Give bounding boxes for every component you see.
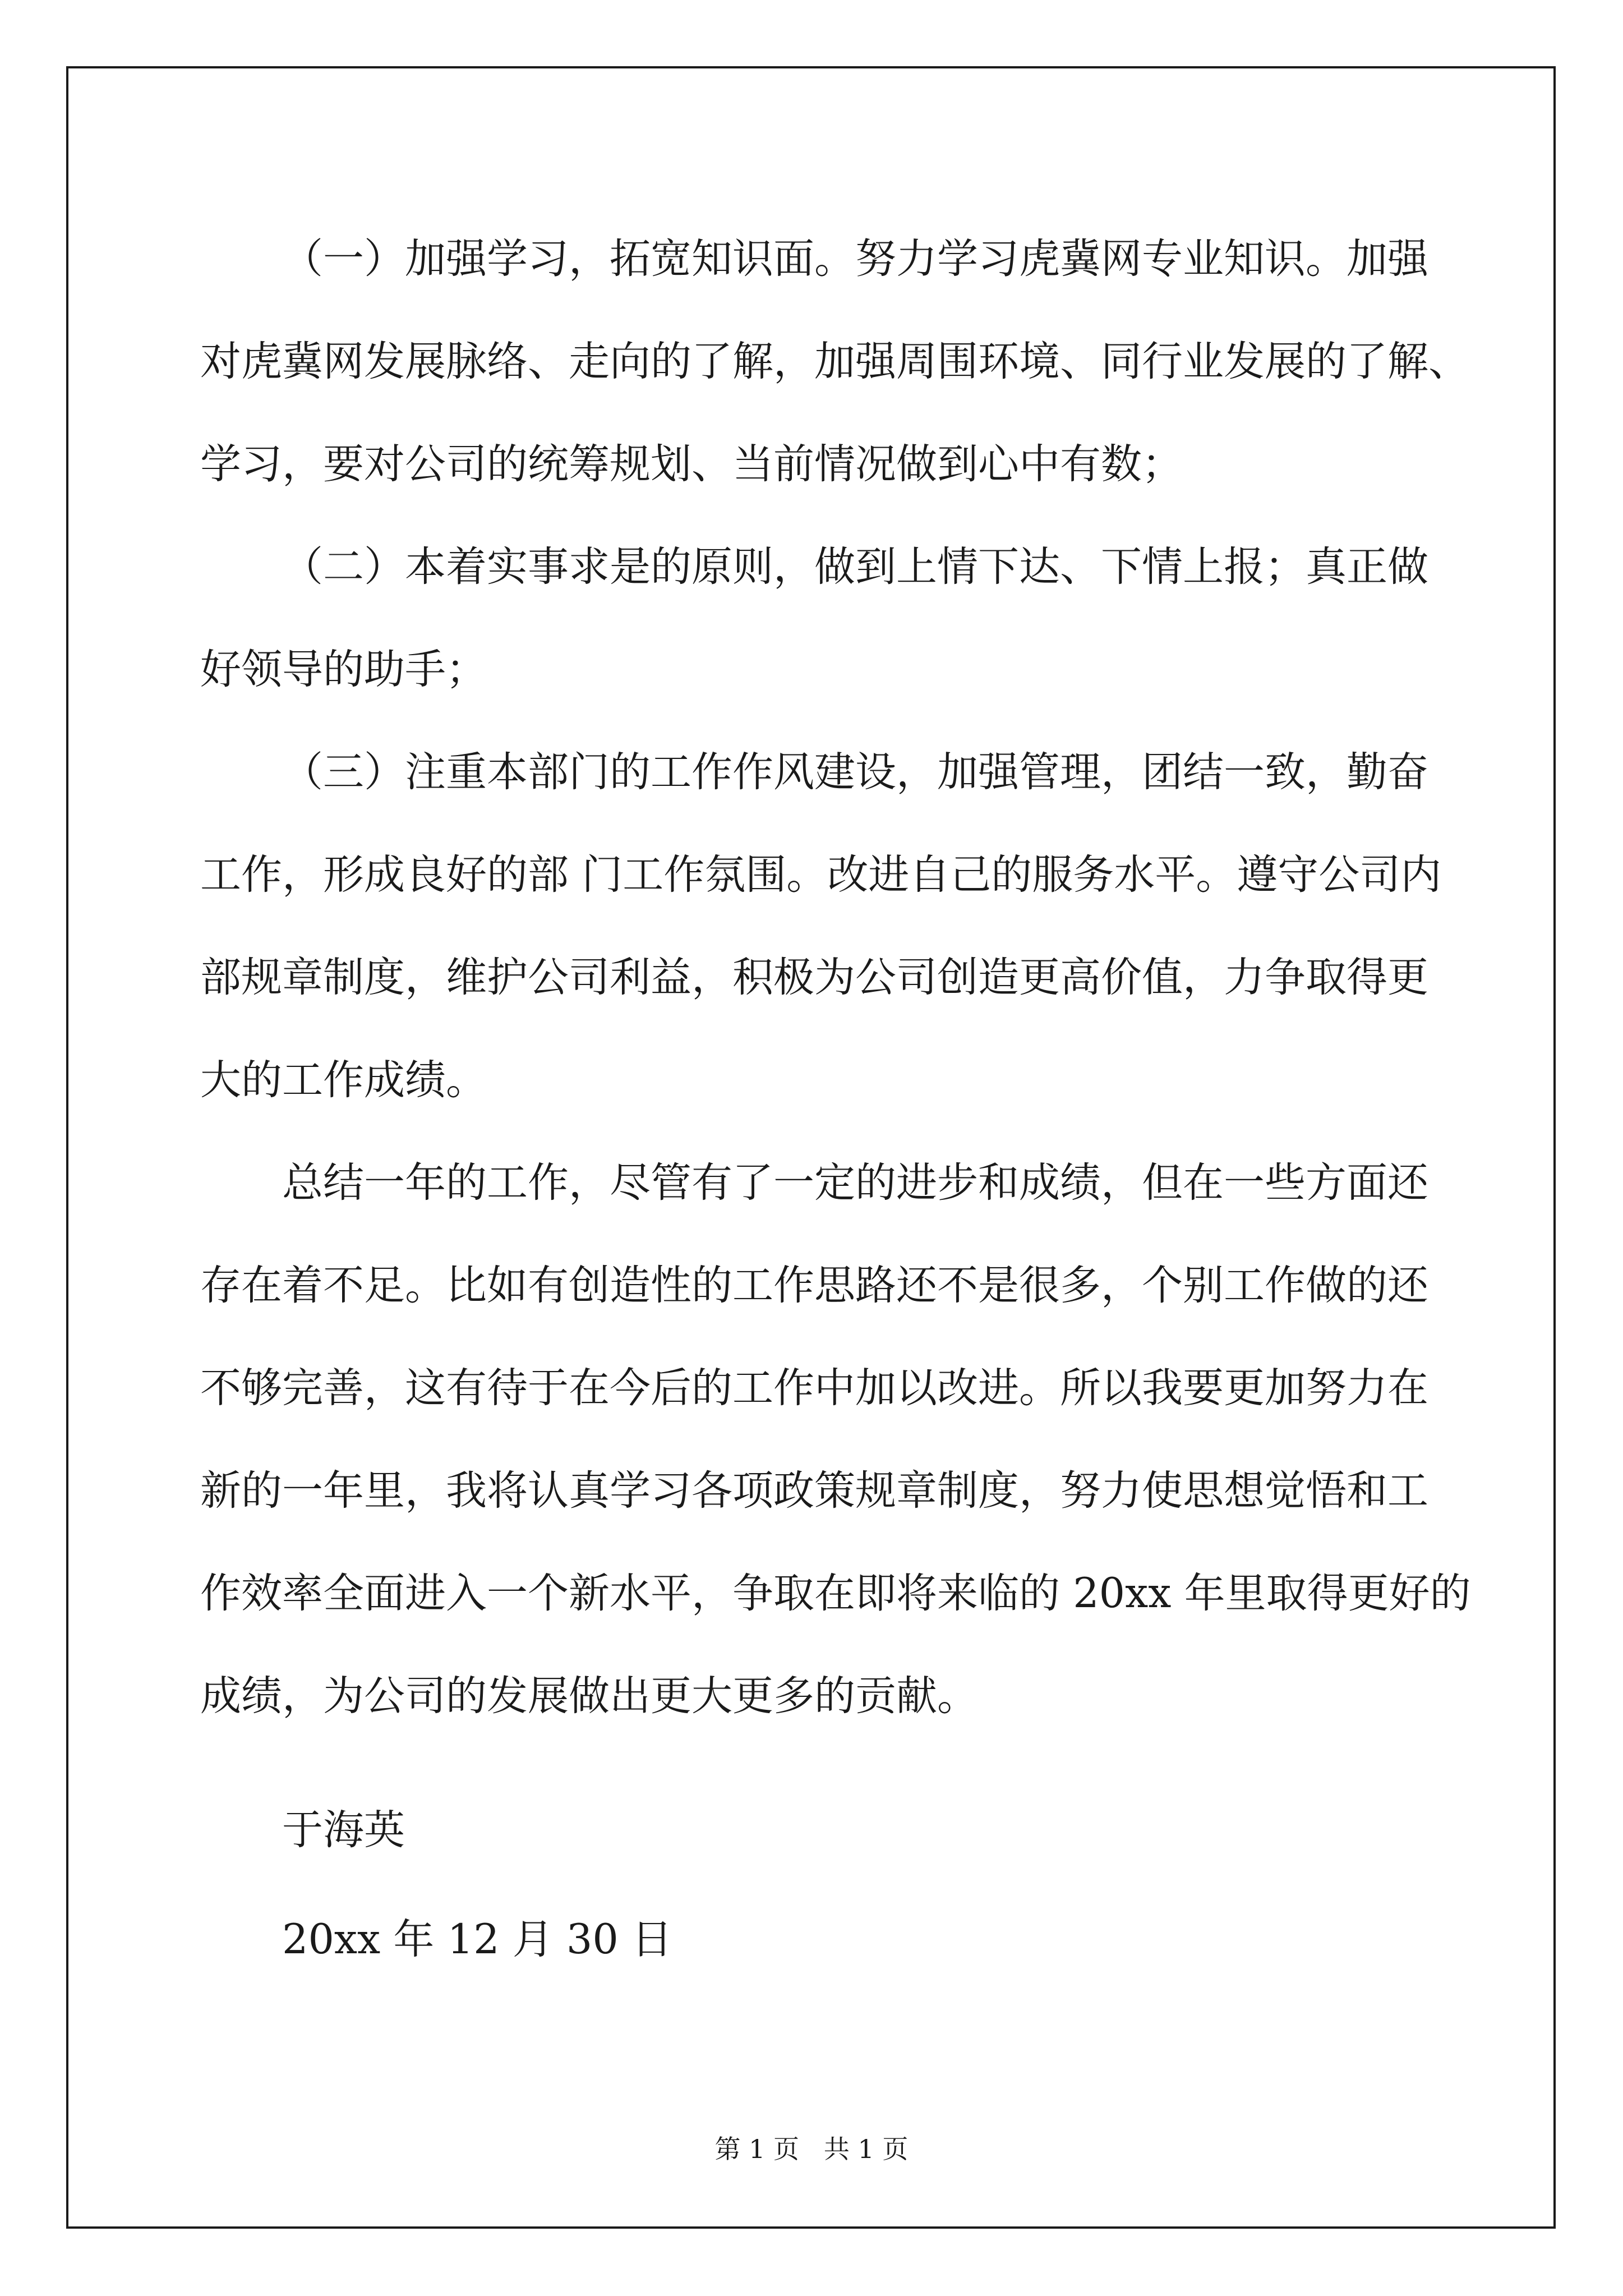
- text-line: 部规章制度，维护公司利益，积极为公司创造更高价值，力争取得更: [200, 954, 1428, 1001]
- text-line: 新的一年里，我将认真学习各项政策规章制度，努力使思想觉悟和工: [200, 1467, 1428, 1515]
- text-line: 大的工作成绩。: [200, 1056, 487, 1104]
- text-line: （二）本着实事求是的原则，做到上情下达、下情上报；真正做: [282, 543, 1428, 591]
- text-line: 总结一年的工作，尽管有了一定的进步和成绩，但在一些方面还: [282, 1159, 1428, 1207]
- text-line: 成绩，为公司的发展做出更大更多的贡献。: [200, 1672, 978, 1720]
- text-line: 学习，要对公司的统筹规划、当前情况做到心中有数；: [200, 440, 1183, 488]
- signature-date: 20xx 年 12 月 30 日: [282, 1916, 673, 1963]
- text-line: 好领导的助手；: [200, 646, 487, 693]
- text-line: （三）注重本部门的工作作风建设，加强管理，团结一致，勤奋: [282, 748, 1428, 796]
- document-body: [200, 208, 1471, 1747]
- page-footer: 第 1 页 共 1 页: [714, 2134, 909, 2164]
- signature-block: [282, 1775, 672, 1994]
- text-line: （一）加强学习，拓宽知识面。努力学习虎冀网专业知识。加强: [282, 235, 1428, 283]
- signature-name: 于海英: [282, 1806, 405, 1854]
- text-line: 作效率全面进入一个新水平，争取在即将来临的 20xx 年里取得更好的: [200, 1570, 1471, 1617]
- text-line: 工作，形成良好的部 门工作氛围。改进自己的服务水平。遵守公司内: [200, 851, 1442, 899]
- text-line: 不够完善，这有待于在今后的工作中加以改进。所以我要更加努力在: [200, 1364, 1428, 1412]
- text-line: 存在着不足。比如有创造性的工作思路还不是很多，个别工作做的还: [200, 1262, 1428, 1309]
- text-line: 对虎冀网发展脉络、走向的了解，加强周围环境、同行业发展的了解、: [200, 338, 1469, 385]
